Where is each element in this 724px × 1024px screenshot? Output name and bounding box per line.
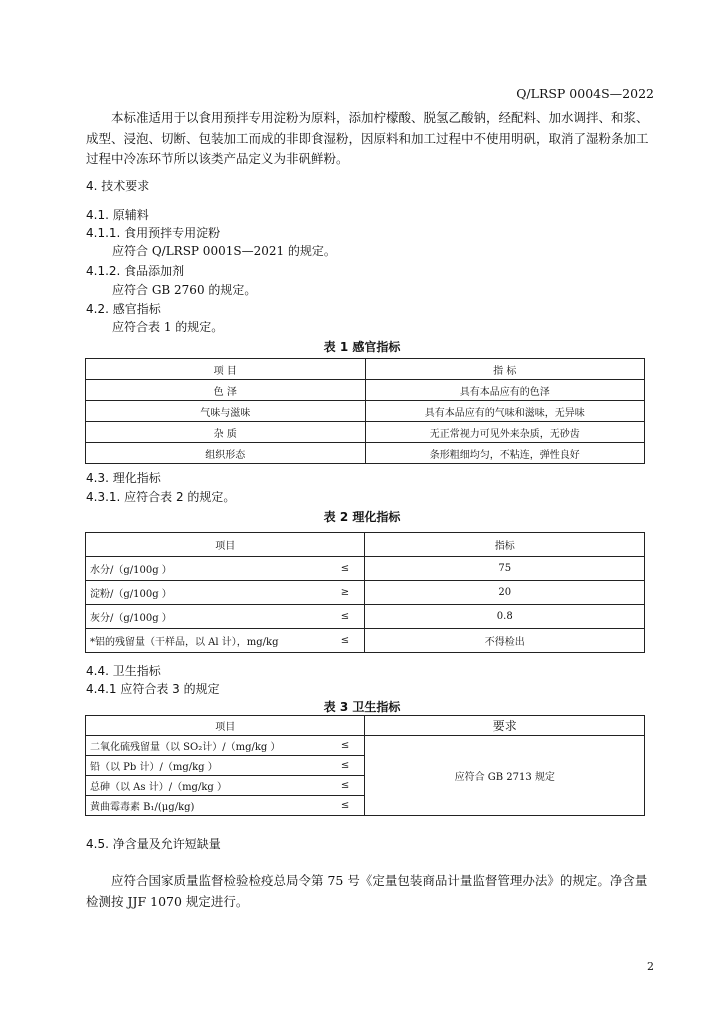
hygiene-table bbox=[85, 715, 645, 816]
table-row bbox=[86, 380, 645, 401]
table-2-caption: 表 2 理化指标 bbox=[323, 510, 401, 524]
physicochemical-table bbox=[85, 532, 645, 653]
table-1-caption: 表 1 感官指标 bbox=[323, 340, 401, 354]
item-cell: 色 泽 bbox=[86, 380, 366, 401]
value-cell: 75 bbox=[365, 557, 645, 581]
header-cell: 项目 bbox=[86, 533, 365, 557]
value-cell: 具有本品应有的气味和滋味，无异味 bbox=[365, 401, 645, 422]
item-cell: 淀粉/（g/100g ） bbox=[86, 581, 326, 605]
page-number: 2 bbox=[647, 960, 654, 973]
item-cell: 总砷（以 As 计）/（mg/kg ） bbox=[86, 776, 326, 796]
value-cell: 无正常视力可见外来杂质，无砂齿 bbox=[365, 422, 645, 443]
section-4-2-text: 应符合表 1 的规定。 bbox=[112, 320, 224, 334]
section-4-heading: 4. 技术要求 bbox=[86, 179, 150, 193]
comparator-cell: ≤ bbox=[326, 756, 365, 776]
table-row bbox=[86, 736, 645, 756]
document-code: Q/LRSP 0004S—2022 bbox=[516, 86, 654, 101]
comparator-cell: ≤ bbox=[325, 629, 365, 653]
table-row bbox=[86, 581, 645, 605]
value-cell: 不得检出 bbox=[365, 629, 645, 653]
table-3-caption: 表 3 卫生指标 bbox=[323, 700, 401, 714]
section-4-3-1-heading: 4.3.1. 应符合表 2 的规定。 bbox=[86, 490, 236, 504]
item-cell: 组织形态 bbox=[86, 443, 366, 464]
comparator-cell: ≥ bbox=[325, 581, 365, 605]
requirement-cell: 应符合 GB 2713 规定 bbox=[365, 736, 645, 816]
intro-paragraph: 本标准适用于以食用预拌专用淀粉为原料，添加柠檬酸、脱氢乙酸钠，经配料、加水调拌、和浆、成型、浸泡、切断、包装加工而成的非即食湿粉，因原料和加工过程中不使用明矾，取消了湿粉条加工过程中冷冻环节所以该类产品定义为非矾鲜粉。 bbox=[86, 110, 649, 166]
item-cell: 灰分/（g/100g ） bbox=[86, 605, 326, 629]
value-cell: 20 bbox=[365, 581, 645, 605]
section-4-1-1-heading: 4.1.1. 食用预拌专用淀粉 bbox=[86, 226, 221, 240]
item-cell: 杂 质 bbox=[86, 422, 366, 443]
value-cell: 0.8 bbox=[365, 605, 645, 629]
comparator-cell: ≤ bbox=[325, 605, 365, 629]
section-4-1-2-text: 应符合 GB 2760 的规定。 bbox=[112, 283, 257, 297]
section-4-4-heading: 4.4. 卫生指标 bbox=[86, 664, 161, 678]
section-4-2-heading: 4.2. 感官指标 bbox=[86, 302, 161, 316]
section-4-1-1-text: 应符合 Q/LRSP 0001S—2021 的规定。 bbox=[112, 244, 336, 258]
table-row bbox=[86, 605, 645, 629]
item-cell: 黄曲霉毒素 B₁/(μg/kg) bbox=[86, 796, 326, 816]
item-cell: 气味与滋味 bbox=[86, 401, 366, 422]
table-row bbox=[86, 629, 645, 653]
header-cell: 指标 bbox=[365, 533, 645, 557]
table-row bbox=[86, 557, 645, 581]
header-cell: 要求 bbox=[365, 716, 645, 736]
table-header-row bbox=[86, 359, 645, 380]
section-4-4-1-heading: 4.4.1 应符合表 3 的规定 bbox=[86, 682, 220, 696]
table-row bbox=[86, 422, 645, 443]
section-4-1-heading: 4.1. 原辅料 bbox=[86, 208, 149, 222]
table-header-row bbox=[86, 716, 645, 736]
comparator-cell: ≤ bbox=[325, 557, 365, 581]
comparator-cell: ≤ bbox=[326, 776, 365, 796]
item-cell: 水分/（g/100g ） bbox=[86, 557, 326, 581]
sensory-table bbox=[85, 358, 645, 464]
header-cell: 项目 bbox=[86, 716, 365, 736]
item-cell: 二氧化硫残留量（以 SO₂计）/（mg/kg ） bbox=[86, 736, 326, 756]
table-row bbox=[86, 443, 645, 464]
value-cell: 条形粗细均匀，不粘连，弹性良好 bbox=[365, 443, 645, 464]
comparator-cell: ≤ bbox=[326, 796, 365, 816]
section-4-1-2-heading: 4.1.2. 食品添加剂 bbox=[86, 264, 185, 278]
header-cell: 指 标 bbox=[365, 359, 645, 380]
section-4-5-text: 应符合国家质量监督检验检疫总局令第 75 号《定量包装商品计量监督管理办法》的规定。净含量检测按 JJF 1070 规定进行。 bbox=[86, 873, 648, 909]
item-cell: *铝的残留量（干样品，以 Al 计），mg/kg bbox=[86, 629, 326, 653]
value-cell: 具有本品应有的色泽 bbox=[365, 380, 645, 401]
item-cell: 铅（以 Pb 计）/（mg/kg ） bbox=[86, 756, 326, 776]
table-header-row bbox=[86, 533, 645, 557]
comparator-cell: ≤ bbox=[326, 736, 365, 756]
section-4-3-heading: 4.3. 理化指标 bbox=[86, 471, 161, 485]
section-4-5-heading: 4.5. 净含量及允许短缺量 bbox=[86, 837, 221, 851]
table-row bbox=[86, 401, 645, 422]
header-cell: 项 目 bbox=[86, 359, 366, 380]
